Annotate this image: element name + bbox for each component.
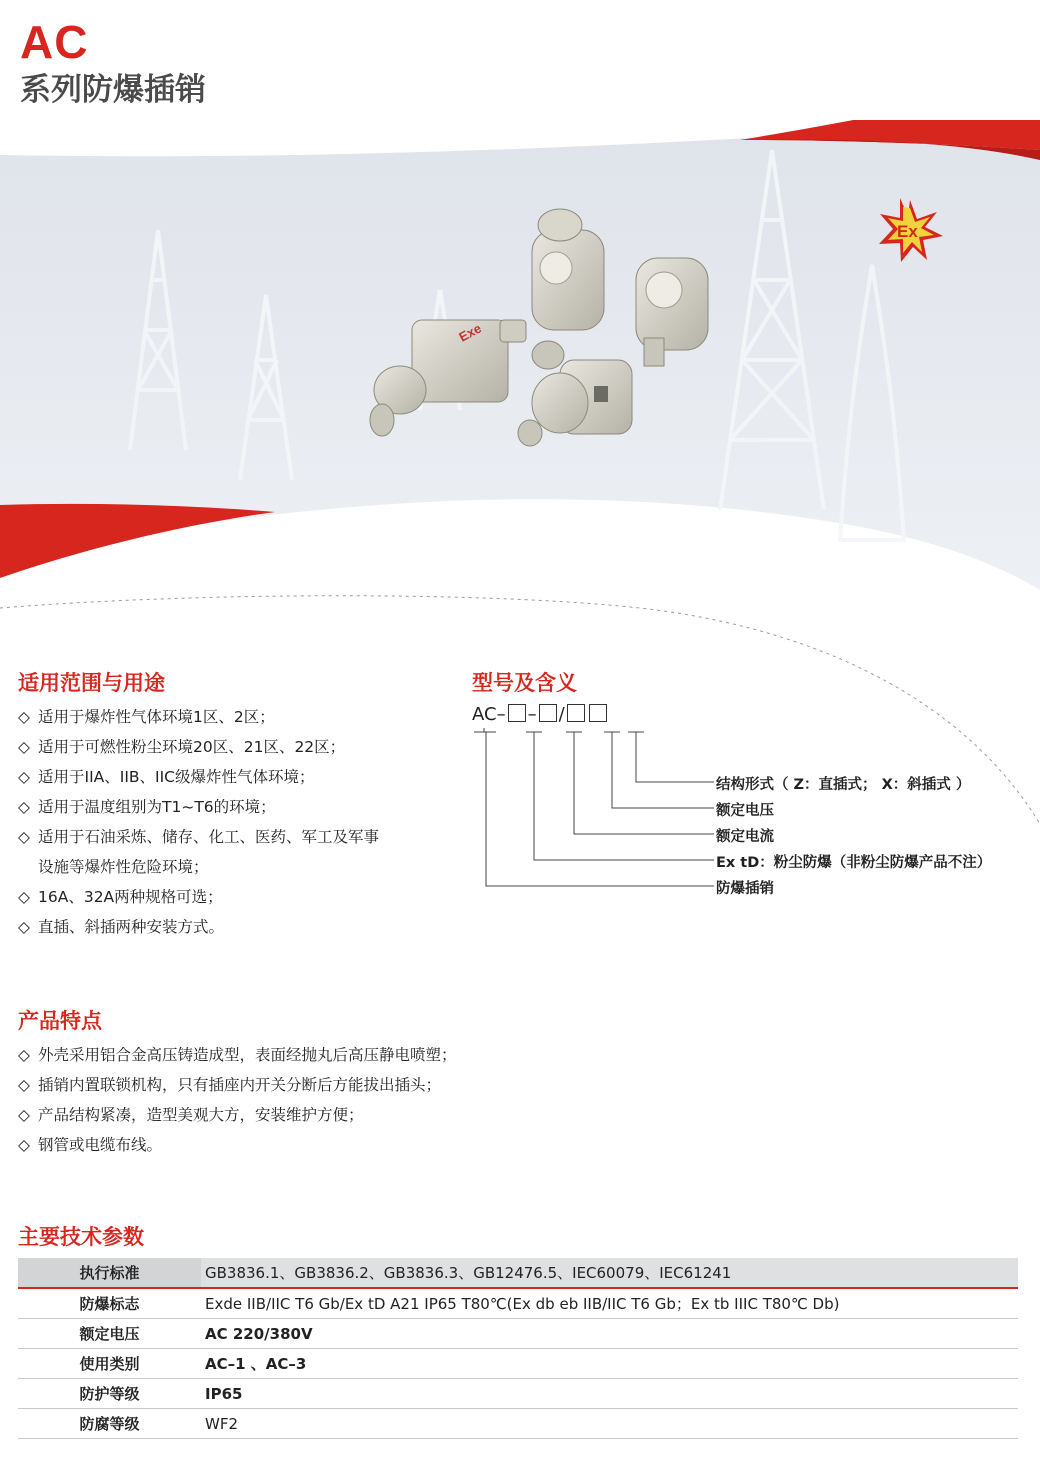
- table-row: [18, 1379, 1018, 1409]
- spec-key: 执行标准: [18, 1258, 201, 1288]
- diamond-bullet-icon: ◇: [18, 768, 30, 786]
- diamond-bullet-icon: ◇: [18, 828, 30, 846]
- list-item: ◇ 直插、斜插两种安装方式。: [18, 912, 379, 942]
- svg-text:Exe: Exe: [456, 320, 484, 345]
- table-row: [18, 1349, 1018, 1379]
- model-code: AC– – /: [472, 704, 609, 725]
- model-heading: 型号及含义: [472, 671, 577, 695]
- legend-current: 额定电流: [716, 829, 774, 845]
- list-item: ◇ 插销内置联锁机构，只有插座内开关分断后方能拔出插头；: [18, 1070, 457, 1100]
- placeholder-box-icon: [539, 704, 557, 722]
- diamond-bullet-icon: ◇: [18, 708, 30, 726]
- table-row: [18, 1288, 1018, 1319]
- spec-key: 防爆标志: [18, 1288, 201, 1319]
- list-item: ◇ 适用于可燃性粉尘环境20区、21区、22区；: [18, 732, 379, 762]
- legend-plug: 防爆插销: [716, 881, 774, 897]
- list-item: ◇ 16A、32A两种规格可选；: [18, 882, 379, 912]
- specs-heading: 主要技术参数: [18, 1225, 144, 1249]
- table-row: [18, 1409, 1018, 1439]
- hero-banner: [0, 120, 1040, 620]
- model-prefix: AC: [472, 704, 497, 725]
- spec-value: AC–1 、AC–3: [201, 1349, 1018, 1379]
- spec-key: 额定电压: [18, 1319, 201, 1349]
- diamond-bullet-icon: ◇: [18, 1106, 30, 1124]
- legend-structure: 结构形式（ Z：直插式； X：斜插式 ）: [716, 777, 971, 793]
- spec-value: AC 220/380V: [201, 1319, 1018, 1349]
- spec-key: 使用类别: [18, 1349, 201, 1379]
- placeholder-box-icon: [567, 704, 585, 722]
- model-connector-lines: [470, 728, 720, 893]
- product-subtitle: 系列防爆插销: [20, 72, 206, 108]
- legend-voltage: 额定电压: [716, 803, 774, 819]
- spec-value: Exde IIB/IIC T6 Gb/Ex tD A21 IP65 T80℃(Ex db eb IIB/IIC T6 Gb；Ex tb IIIC T80℃ Db): [201, 1288, 1018, 1319]
- diamond-bullet-icon: ◇: [18, 1046, 30, 1064]
- table-row: [18, 1258, 1018, 1288]
- product-title: AC: [20, 16, 89, 68]
- diamond-bullet-icon: ◇: [18, 888, 30, 906]
- features-list: [18, 1040, 457, 1160]
- placeholder-box-icon: [589, 704, 607, 722]
- spec-key: 防腐等级: [18, 1409, 201, 1439]
- list-item: ◇ 适用于温度组别为T1~T6的环境；: [18, 792, 379, 822]
- list-item: ◇ 产品结构紧凑，造型美观大方，安装维护方便；: [18, 1100, 457, 1130]
- list-item-continuation: 设施等爆炸性危险环境；: [38, 858, 209, 876]
- diamond-bullet-icon: ◇: [18, 918, 30, 936]
- spec-value: IP65: [201, 1379, 1018, 1409]
- table-row: [18, 1319, 1018, 1349]
- diamond-bullet-icon: ◇: [18, 798, 30, 816]
- usage-heading: 适用范围与用途: [18, 671, 165, 695]
- spec-value: WF2: [201, 1409, 1018, 1439]
- list-item: ◇ 适用于爆炸性气体环境1区、2区；: [18, 702, 379, 732]
- specs-table: [18, 1258, 1018, 1439]
- diamond-bullet-icon: ◇: [18, 738, 30, 756]
- list-item: ◇ 适用于石油采炼、储存、化工、医药、军工及军事: [18, 822, 379, 852]
- svg-text:Ex: Ex: [897, 222, 918, 241]
- placeholder-box-icon: [508, 704, 526, 722]
- spec-value: GB3836.1、GB3836.2、GB3836.3、GB12476.5、IEC60079、IEC61241: [201, 1258, 1018, 1288]
- diamond-bullet-icon: ◇: [18, 1136, 30, 1154]
- list-item: ◇ 外壳采用铝合金高压铸造成型，表面经抛丸后高压静电喷塑；: [18, 1040, 457, 1070]
- spec-key: 防护等级: [18, 1379, 201, 1409]
- list-item: ◇ 钢管或电缆布线。: [18, 1130, 457, 1160]
- features-heading: 产品特点: [18, 1009, 102, 1033]
- diamond-bullet-icon: ◇: [18, 1076, 30, 1094]
- legend-dust: Ex tD：粉尘防爆（非粉尘防爆产品不注）: [716, 855, 992, 871]
- list-item: ◇ 适用于IIA、IIB、IIC级爆炸性气体环境；: [18, 762, 379, 792]
- usage-list: [18, 702, 379, 942]
